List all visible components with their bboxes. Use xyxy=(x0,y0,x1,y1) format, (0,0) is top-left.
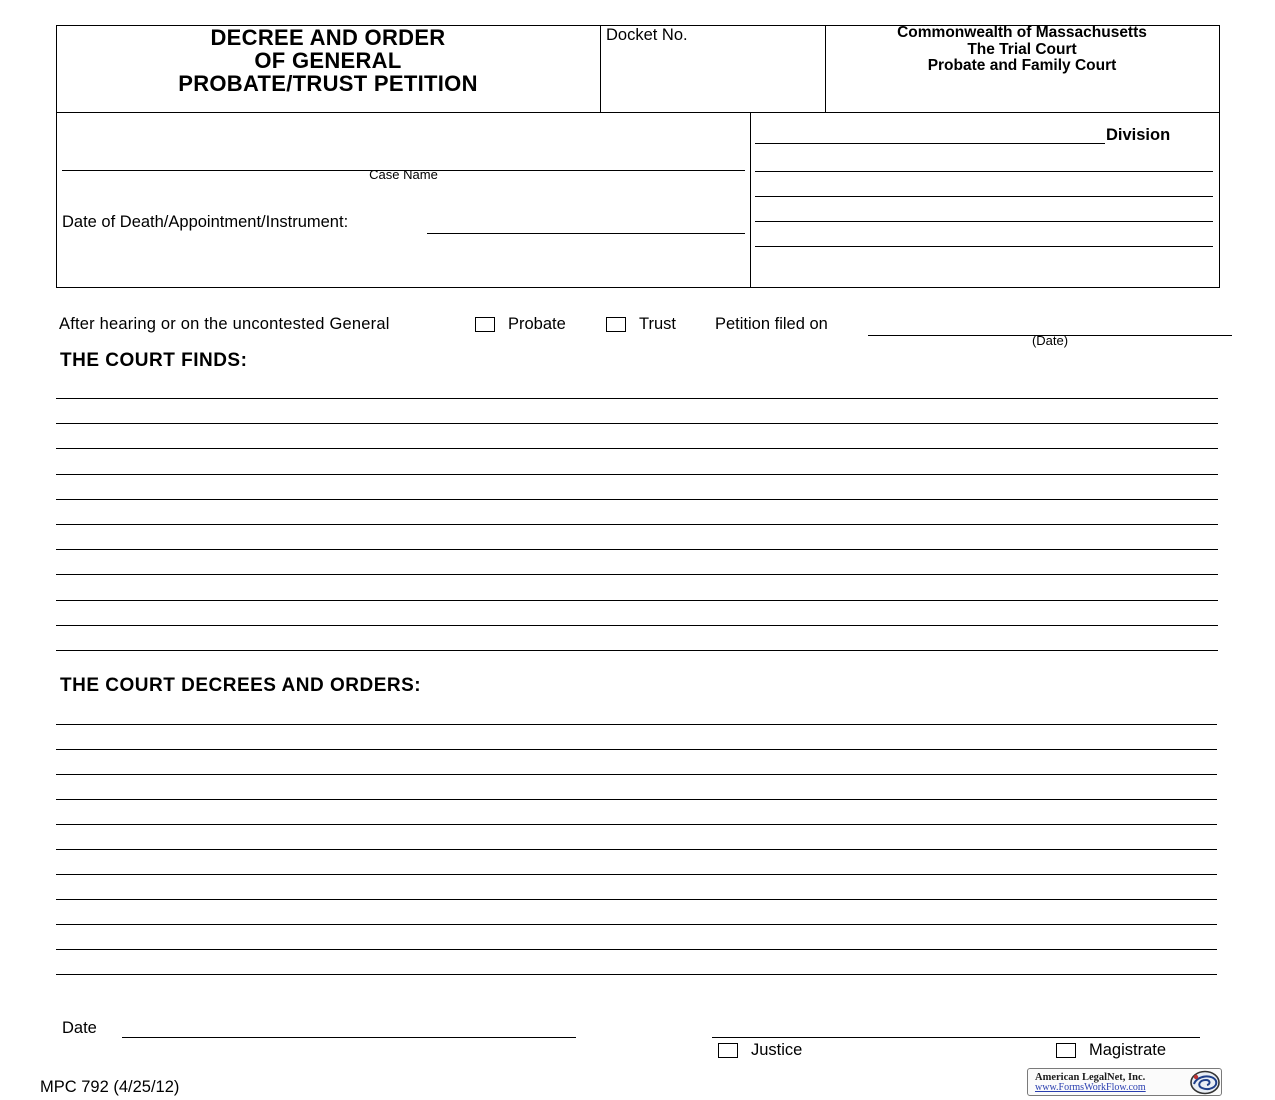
signature-date-label: Date xyxy=(62,1019,97,1037)
form-code: MPC 792 (4/25/12) xyxy=(40,1078,180,1096)
court-finds-line[interactable] xyxy=(56,625,1218,626)
court-orders-line[interactable] xyxy=(56,724,1217,725)
court-finds-line[interactable] xyxy=(56,499,1218,500)
petition-intro-text: After hearing or on the uncontested General xyxy=(59,315,390,333)
form-title-line-2: OF GENERAL xyxy=(254,48,402,73)
court-finds-line[interactable] xyxy=(56,650,1218,651)
court-line-commonwealth: Commonwealth of Massachusetts xyxy=(897,24,1147,41)
court-orders-line[interactable] xyxy=(56,899,1217,900)
justice-checkbox[interactable] xyxy=(718,1043,738,1058)
petition-date-caption: (Date) xyxy=(1031,333,1069,348)
court-finds-line[interactable] xyxy=(56,549,1218,550)
court-orders-heading: THE COURT DECREES AND ORDERS: xyxy=(60,675,422,696)
court-orders-line[interactable] xyxy=(56,974,1217,975)
division-address-line-4[interactable] xyxy=(755,246,1213,247)
magistrate-label: Magistrate xyxy=(1089,1041,1167,1059)
court-finds-line[interactable] xyxy=(56,398,1218,399)
docket-number-field[interactable] xyxy=(604,48,820,108)
division-address-line-2[interactable] xyxy=(755,196,1213,197)
petition-filed-label: Petition filed on xyxy=(715,315,828,333)
magistrate-checkbox[interactable] xyxy=(1056,1043,1076,1058)
court-orders-line[interactable] xyxy=(56,924,1217,925)
court-orders-line[interactable] xyxy=(56,874,1217,875)
court-finds-line[interactable] xyxy=(56,448,1218,449)
justice-label: Justice xyxy=(751,1041,803,1059)
court-finds-line[interactable] xyxy=(56,423,1218,424)
court-orders-line[interactable] xyxy=(56,849,1217,850)
case-name-label: Case Name xyxy=(369,167,438,182)
court-orders-line[interactable] xyxy=(56,824,1217,825)
header-divider-title-docket xyxy=(600,25,601,112)
signature-date-field[interactable] xyxy=(122,1037,576,1038)
court-orders-line[interactable] xyxy=(56,749,1217,750)
probate-label: Probate xyxy=(508,315,566,333)
logo-website-link[interactable]: www.FormsWorkFlow.com xyxy=(1035,1082,1146,1093)
header-row-divider xyxy=(56,112,1220,113)
court-finds-line[interactable] xyxy=(56,600,1218,601)
division-address-line-3[interactable] xyxy=(755,221,1213,222)
trust-checkbox[interactable] xyxy=(606,317,626,332)
court-finds-line[interactable] xyxy=(56,574,1218,575)
form-title-line-3: PROBATE/TRUST PETITION xyxy=(178,71,478,96)
header-divider-case-division xyxy=(750,112,751,288)
docket-label: Docket No. xyxy=(606,26,688,44)
court-line-trial-court: The Trial Court xyxy=(967,41,1077,58)
court-orders-line[interactable] xyxy=(56,774,1217,775)
date-of-death-label: Date of Death/Appointment/Instrument: xyxy=(62,213,349,231)
court-finds-line[interactable] xyxy=(56,524,1218,525)
legalnet-swirl-icon xyxy=(1185,1070,1221,1095)
signature-line[interactable] xyxy=(712,1037,1200,1038)
division-address-line-1[interactable] xyxy=(755,171,1213,172)
court-line-probate-family: Probate and Family Court xyxy=(927,57,1117,74)
trust-label: Trust xyxy=(639,315,676,333)
logo-company-name: American LegalNet, Inc. xyxy=(1035,1072,1146,1083)
form-title-line-1: DECREE AND ORDER xyxy=(210,25,446,50)
date-of-death-field[interactable] xyxy=(427,233,745,234)
court-orders-line[interactable] xyxy=(56,799,1217,800)
court-orders-line[interactable] xyxy=(56,949,1217,950)
division-label: Division xyxy=(1106,126,1171,144)
division-field[interactable] xyxy=(755,143,1105,144)
court-finds-heading: THE COURT FINDS: xyxy=(60,350,248,371)
american-legalnet-logo[interactable] xyxy=(1027,1068,1222,1096)
court-finds-line[interactable] xyxy=(56,474,1218,475)
probate-checkbox[interactable] xyxy=(475,317,495,332)
